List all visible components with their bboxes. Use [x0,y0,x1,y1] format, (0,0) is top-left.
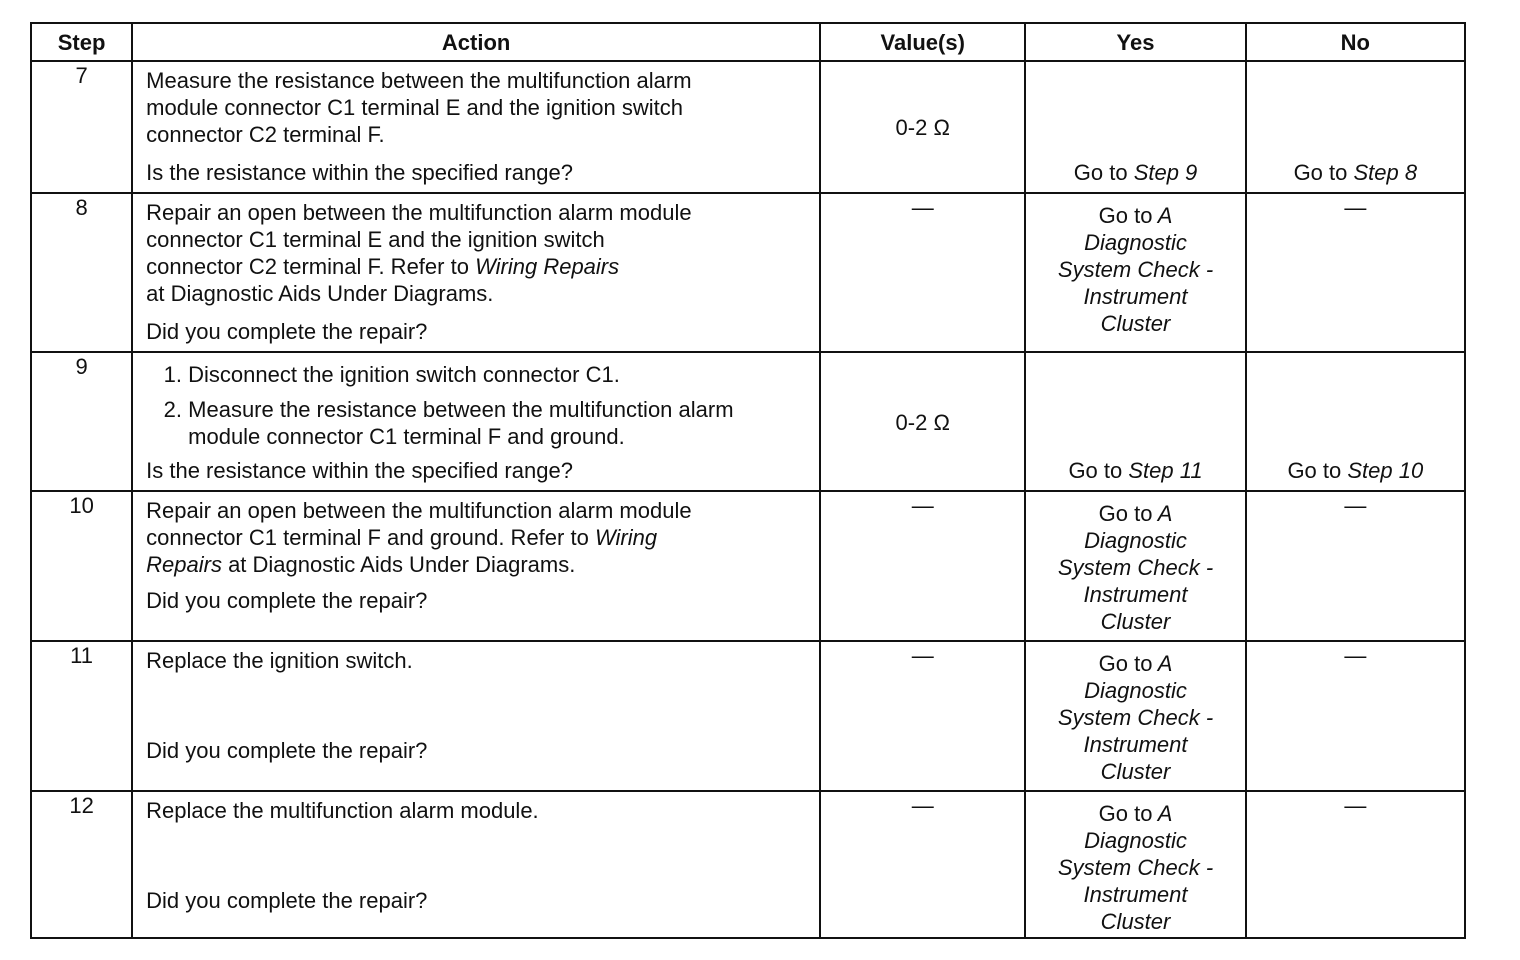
no-goto: Go to Step 8 [1293,160,1418,185]
action-text: connector C1 terminal E and the ignition switch [146,227,605,252]
yes-cell [1025,791,1245,938]
diagnostic-table [30,22,1466,939]
no-cell: — [1246,791,1465,938]
yes-cell [1025,491,1245,641]
question-text: Did you complete the repair? [146,319,428,344]
table-row [31,193,1465,352]
yes-cell [1025,193,1245,352]
step-number: 8 [31,193,132,352]
wiring-repairs-ref: Wiring Repairs [475,254,620,279]
action-text: module connector C1 terminal E and the ignition switch [146,95,683,120]
header-step: Step [31,23,132,61]
goto-line: Instrument [1083,732,1188,757]
action-cell [132,641,820,791]
table-row [31,491,1465,641]
goto-line: Diagnostic [1084,528,1187,553]
goto-line: Go to A [1098,501,1173,526]
goto-line: Cluster [1100,909,1171,934]
value-cell: — [820,491,1025,641]
goto-line: Diagnostic [1084,678,1187,703]
action-text: connector C2 terminal F. [146,122,385,147]
action-text: Repair an open between the multifunction alarm module [146,200,692,225]
question-text: Did you complete the repair? [146,738,428,763]
table-row [31,641,1465,791]
goto-line: Diagnostic [1084,230,1187,255]
header-row [31,23,1465,61]
goto-line: Go to A [1098,801,1173,826]
goto-line: Go to A [1098,203,1173,228]
goto-line: Cluster [1100,311,1171,336]
question-text: Did you complete the repair? [146,588,428,613]
question-text: Is the resistance within the specified range? [146,160,573,185]
action-cell [132,491,820,641]
goto-line: Instrument [1083,582,1188,607]
goto-line: Instrument [1083,882,1188,907]
action-text: Replace the ignition switch. [146,648,413,673]
action-text: connector C2 terminal F. Refer to Wiring Repairs [146,254,620,279]
goto-line: Diagnostic [1084,828,1187,853]
action-cell [132,193,820,352]
yes-goto [1026,792,1244,935]
yes-goto: Go to Step 11 [1068,458,1203,483]
goto-line: System Check - [1057,257,1214,282]
value-cell: 0-2 Ω [820,352,1025,491]
question-text: Did you complete the repair? [146,888,428,913]
action-cell [132,61,820,193]
no-cell [1246,352,1465,491]
yes-goto [1026,492,1244,635]
no-goto: Go to Step 10 [1287,458,1424,483]
yes-goto [1026,642,1244,785]
question-text: Is the resistance within the specified range? [146,458,573,483]
goto-line: Cluster [1100,759,1171,784]
list-item: 2. Measure the resistance between the multifunction alarm module connector C1 terminal F and ground. [188,396,809,450]
value-cell: 0-2 Ω [820,61,1025,193]
step-number: 9 [31,352,132,491]
action-steps [146,361,809,450]
action-cell [132,352,820,491]
yes-goto [1026,194,1244,337]
list-item: 1. Disconnect the ignition switch connector C1. [188,361,809,388]
table-row [31,791,1465,938]
action-text: Repair an open between the multifunction alarm module [146,498,692,523]
step-number: 11 [31,641,132,791]
value-cell: — [820,193,1025,352]
header-no: No [1246,23,1465,61]
action-text: Replace the multifunction alarm module. [146,798,539,823]
step-number: 7 [31,61,132,193]
goto-line: Cluster [1100,609,1171,634]
yes-goto: Go to Step 9 [1073,160,1198,185]
goto-line: System Check - [1057,855,1214,880]
action-text: connector C1 terminal F and ground. Refer to Wiring [146,525,658,550]
value-cell: — [820,641,1025,791]
table-row [31,352,1465,491]
yes-cell [1025,61,1245,193]
no-cell [1246,61,1465,193]
yes-cell [1025,641,1245,791]
header-yes: Yes [1025,23,1245,61]
value-cell: — [820,791,1025,938]
action-text: Repairs at Diagnostic Aids Under Diagrams. [146,552,576,577]
header-values: Value(s) [820,23,1025,61]
step-number: 12 [31,791,132,938]
action-text: at Diagnostic Aids Under Diagrams. [146,281,494,306]
no-cell: — [1246,641,1465,791]
goto-line: Instrument [1083,284,1188,309]
no-cell: — [1246,491,1465,641]
table-row [31,61,1465,193]
action-cell [132,791,820,938]
goto-line: System Check - [1057,555,1214,580]
goto-line: Go to A [1098,651,1173,676]
yes-cell [1025,352,1245,491]
no-cell: — [1246,193,1465,352]
step-number: 10 [31,491,132,641]
action-text: Measure the resistance between the multifunction alarm [146,68,692,93]
goto-line: System Check - [1057,705,1214,730]
header-action: Action [132,23,820,61]
